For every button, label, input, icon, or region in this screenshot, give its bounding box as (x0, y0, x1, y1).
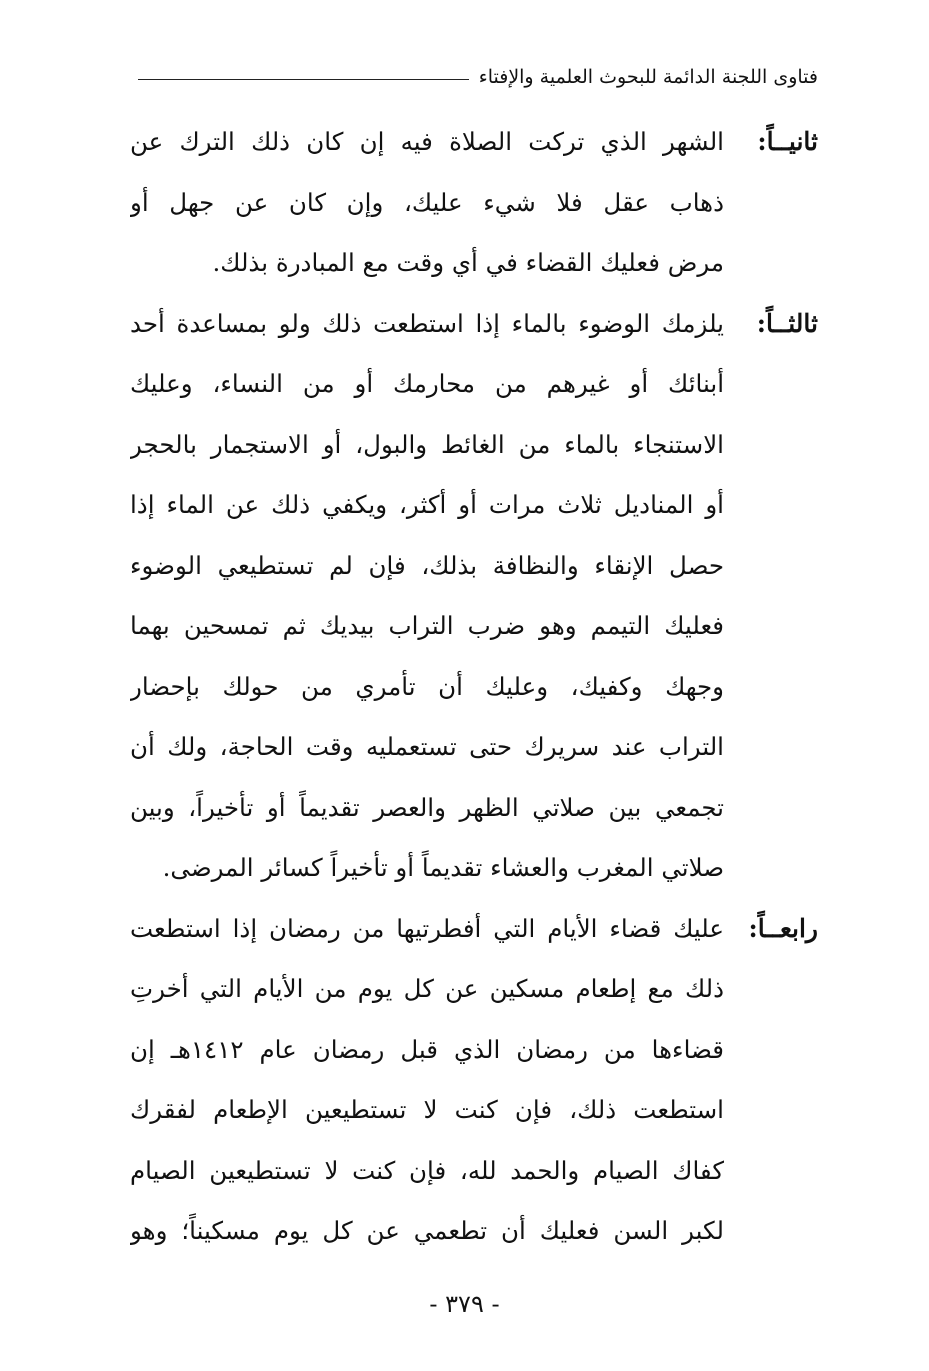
section-second (130, 112, 818, 294)
fatwa-body (130, 112, 818, 1262)
running-header-title: فتاوى اللجنة الدائمة للبحوث العلمية والإفتاء (478, 66, 818, 88)
section-content (130, 112, 726, 294)
text-line: التراب عند سريرك حتى تستعمليه وقت الحاجة، ولك أن (130, 732, 724, 761)
header-rule (138, 79, 469, 80)
text-line: عليك قضاء الأيام التي أفطرتيها من رمضان إذا استطعت (130, 913, 724, 943)
section-label: ثانيــاً: (757, 127, 818, 156)
running-header (138, 62, 818, 92)
text-line: أبنائك أو غيرهم من محارمك أو من النساء، وعليك (130, 369, 724, 398)
section-third (130, 294, 818, 899)
text-line: استطعت ذلك، فإن كنت لا تستطيعين الإطعام لفقرك (130, 1095, 724, 1124)
section-label: ثالثــاً: (756, 308, 818, 338)
text-line: وجهك وكفيك، وعليك أن تأمري من حولك بإحضار (130, 671, 724, 701)
section-content (130, 899, 726, 1262)
text-line: الاستنجاء بالماء من الغائط والبول، أو الاستجمار بالحجر (130, 429, 724, 459)
text-line: ذلك مع إطعام مسكين عن كل يوم من الأيام التي أخرتِ (130, 974, 724, 1003)
section-content (130, 294, 726, 899)
text-line: لكبر السن فعليك أن تطعمي عن كل يوم مسكيناً؛ وهو (130, 1216, 724, 1245)
section-label: رابعــاً: (748, 913, 818, 943)
text-line: قضاءها من رمضان الذي قبل رمضان عام ١٤١٢هـ إن (130, 1034, 724, 1064)
text-line: أو المناديل ثلاث مرات أو أكثر، ويكفي ذلك عن الماء إذا (130, 490, 724, 519)
text-line: كفاك الصيام والحمد لله، فإن كنت لا تستطيعين الصيام (130, 1155, 724, 1185)
text-line: الشهر الذي تركت الصلاة فيه إن كان ذلك الترك عن (130, 127, 724, 156)
section-fourth (130, 899, 818, 1262)
text-line: مرض فعليك القضاء في أي وقت مع المبادرة بذلك. (212, 248, 724, 277)
text-line: فعليك التيمم وهو ضرب التراب بيديك ثم تمسحين بهما (130, 611, 724, 640)
text-line: حصل الإنقاء والنظافة بذلك، فإن لم تستطيعي الوضوء (130, 550, 724, 580)
page-number: - ٣٧٩ - (429, 1290, 500, 1318)
text-line: ذهاب عقل فلا شيء عليك، وإن كان عن جهل أو (130, 187, 724, 217)
text-line: تجمعي بين صلاتي الظهر والعصر تقديماً أو تأخيراً، وبين (130, 792, 724, 822)
text-line: صلاتي المغرب والعشاء تقديماً أو تأخيراً كسائر المرضى. (162, 853, 724, 882)
text-line: يلزمك الوضوء بالماء إذا استطعت ذلك ولو بمساعدة أحد (130, 308, 724, 338)
